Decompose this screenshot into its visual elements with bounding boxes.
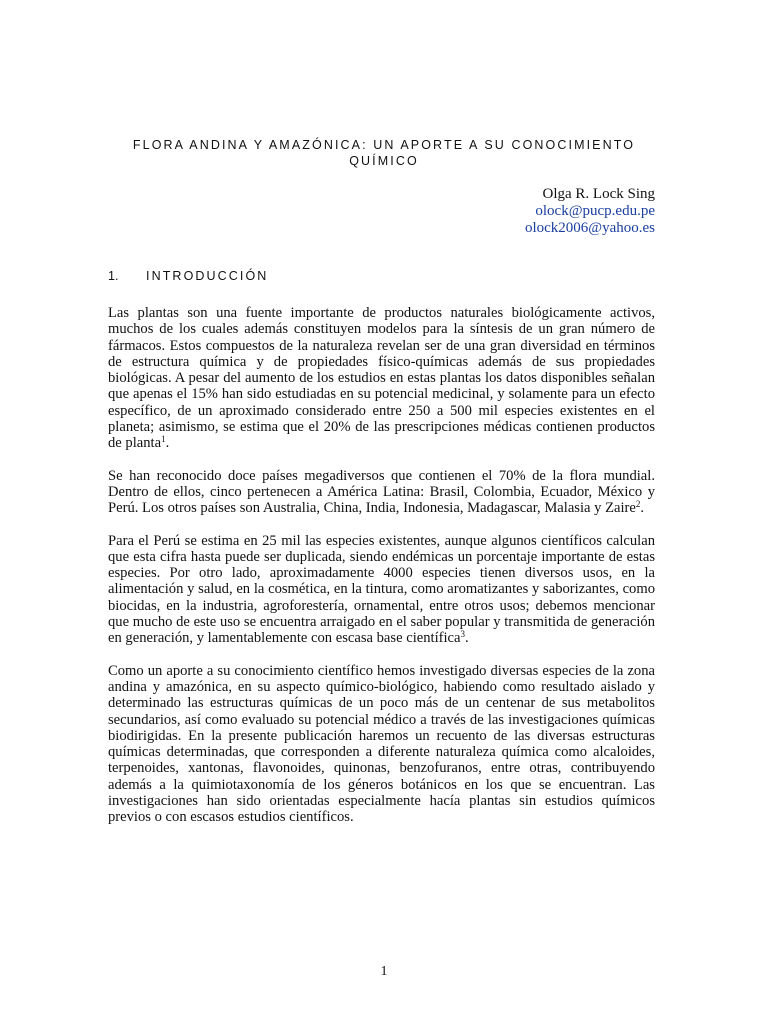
document-title: FLORA ANDINA Y AMAZÓNICA: UN APORTE A SU CONOCIMIENTO QUÍMICO xyxy=(132,138,636,168)
paragraph xyxy=(108,663,655,826)
paragraph xyxy=(108,533,655,647)
author-name: Olga R. Lock Sing xyxy=(542,186,655,202)
paragraph xyxy=(108,305,655,452)
footnote-ref[interactable]: 1 xyxy=(161,434,166,445)
section-number: 1. xyxy=(108,269,119,283)
footnote-ref[interactable]: 2 xyxy=(635,499,641,510)
paragraph-text: Para el Perú se estima en 25 mil las especies existentes, aunque algunos científicos calculan que esta cifra hasta puede ser duplicada, siendo endémicas un porcentaje importante de estas especies. Por otro lado, aproximadamente 4000 especies tienen diversos usos, en la alimentación y salud, en la cosmética, en la tintura, como aromatizantes y saborizantes, como biocidas, en la industria, agroforestería, ornamental, entre otros usos; debemos mencionar que mucho de este uso se encuentra arraigado en el saber popular y transmitida de generación en generación, y lamentablemente con escasa base científica xyxy=(108,532,655,647)
author-block xyxy=(525,186,655,237)
author-email-2[interactable]: olock2006@yahoo.es xyxy=(524,220,655,236)
section-heading xyxy=(108,269,268,283)
paragraph-text: Como un aporte a su conocimiento científico hemos investigado diversas especies de la zona andina y amazónica, en su aspecto químico-biológico, habiendo como resultado aislado y determinado las estructuras químicas de un poco más de un centenar de sus metabolitos secundarios, así como evaluado su potencial médico a través de las investigaciones químicas biodirigidas. En la presente publicación haremos un recuento de las diversas estructuras químicas determinadas, que corresponden a diferente naturaleza química como alcaloides, terpenoides, xantonas, flavonoides, quinonas, benzofuranos, entre otras, contribuyendo además a la quimiotaxonomía de los géneros botánicos en los que se encuentran. Las investigaciones han sido orientadas especialmente hacía plantas sin estudios químicos previos o con escasos estudios científicos. xyxy=(108,662,655,826)
footnote-ref[interactable]: 3 xyxy=(460,629,466,640)
paragraph xyxy=(108,468,655,517)
paragraph-end: . xyxy=(465,630,469,647)
paragraph-text: Las plantas son una fuente importante de productos naturales biológicamente activos, muchos de los cuales además constituyen modelos para la síntesis de un gran número de fármacos. Estos compuestos de la naturaleza revelan ser de una gran diversidad en términos de estructura química y de propiedades físico-químicas además de sus propiedades biológicas. A pesar del aumento de los estudios en estas plantas los datos disponibles señalan que apenas el 15% han sido estudiadas en su potencial medicinal, y solamente para un efecto específico, de un aproximado considerado entre 250 a 500 mil especies existentes en el planeta; asimismo, se estima que el 20% de las prescripciones médicas contienen productos de planta xyxy=(108,305,655,452)
paragraph-end: . xyxy=(165,435,170,452)
paragraph-end: . xyxy=(640,500,645,517)
body-text xyxy=(108,305,655,842)
author-email-1[interactable]: olock@pucp.edu.pe xyxy=(535,203,655,219)
paragraph-text: Se han reconocido doce países megadiversos que contienen el 70% de la flora mundial. Dentro de ellos, cinco pertenecen a América Latina: Brasil, Colombia, Ecuador, México y Perú. Los otros países son Australia, China, India, Indonesia, Madagascar, Malasia y Zaire xyxy=(108,467,655,517)
section-title: INTRODUCCIÓN xyxy=(146,269,269,283)
page-number: 1 xyxy=(380,964,388,979)
